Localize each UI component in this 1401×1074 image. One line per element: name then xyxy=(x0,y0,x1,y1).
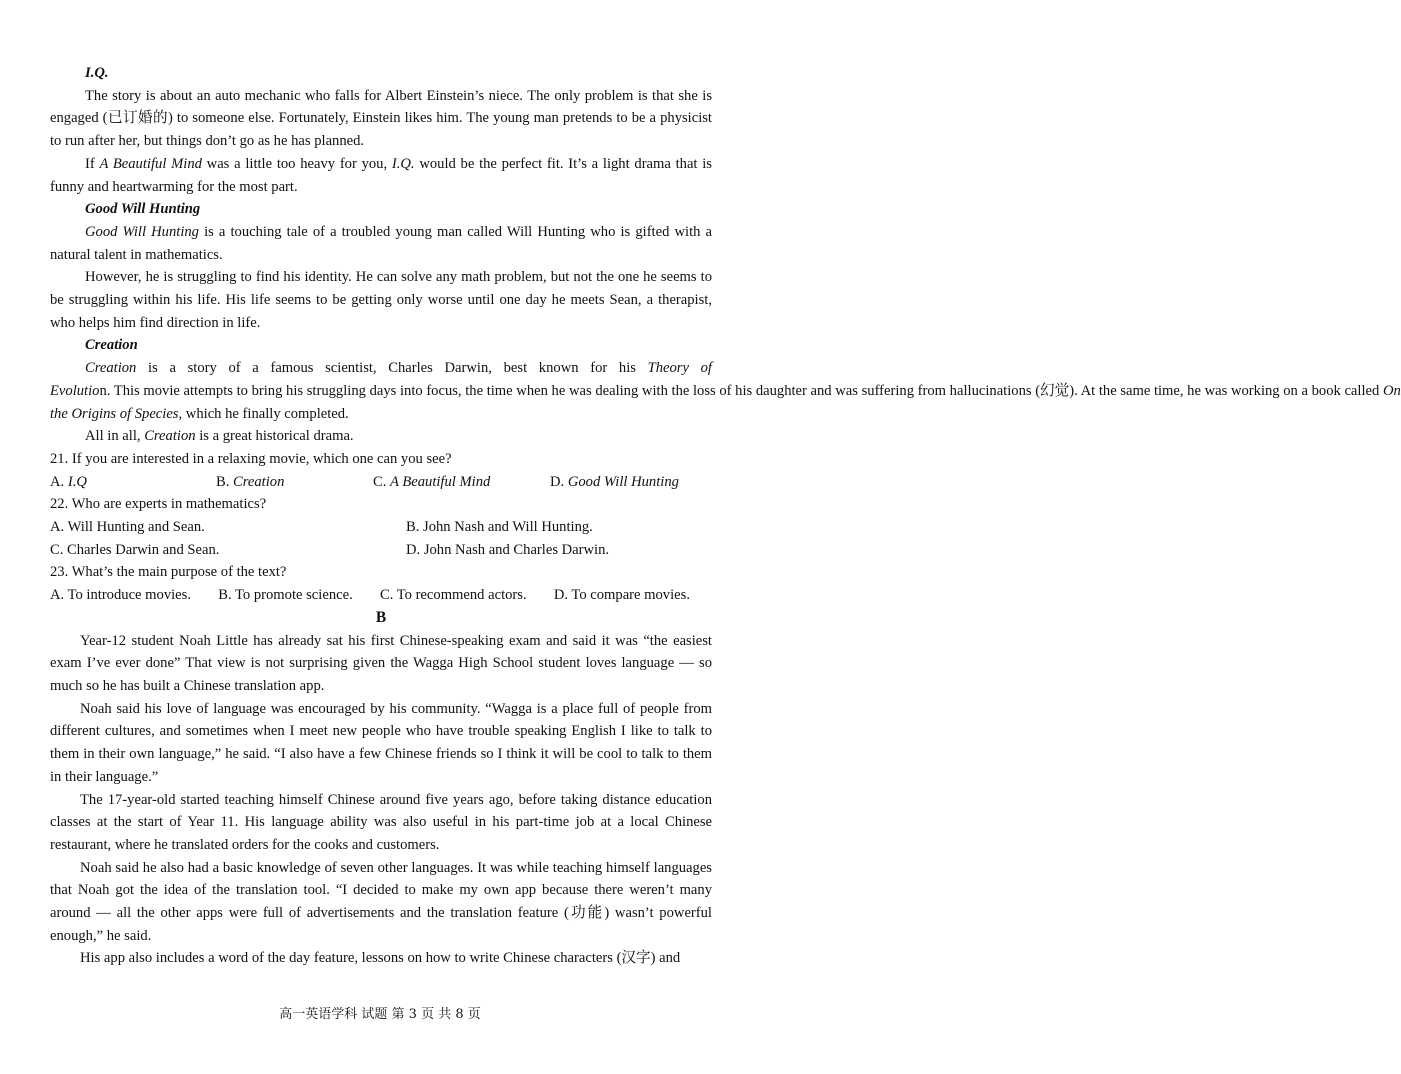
iq-paragraph-1: The story is about an auto mechanic who falls for Albert Einstein’s niece. The only problem is that she is engaged (已订婚的) to someone else. Fortunately, Einstein likes him. The young man pretends to be a physicist to run after her, but things don’t go as he has planned. xyxy=(50,87,712,150)
option-letter: C. xyxy=(373,473,391,490)
option-23-a: A. To introduce movies. xyxy=(50,587,191,604)
option-22-d: D. John Nash and Charles Darwin. xyxy=(406,541,610,558)
option-letter: B. xyxy=(216,473,234,490)
question-22-stem: 22. Who are experts in mathematics? xyxy=(50,496,267,513)
creation-heading: Creation xyxy=(85,337,138,354)
document-page xyxy=(50,62,1401,970)
movie-title-a-beautiful-mind: A Beautiful Mind xyxy=(99,155,202,172)
gwh-heading: Good Will Hunting xyxy=(85,201,201,218)
option-22-a: A. Will Hunting and Sean. xyxy=(50,519,205,536)
creation-paragraph-2 xyxy=(50,425,712,448)
text-run: is a great historical drama. xyxy=(195,428,354,445)
section-b-paragraph-3: The 17-year-old started teaching himself Chinese around five years ago, before taking distance education classes at the start of Year 11. His language ability was also useful in his part-time job at a local Chinese restaurant, where he translated orders for the cooks and customers. xyxy=(50,791,712,853)
option-21-d xyxy=(550,471,679,494)
question-21-options xyxy=(50,471,712,494)
creation-paragraph-1 xyxy=(50,357,1401,425)
option-21-a xyxy=(50,471,216,494)
iq-heading: I.Q. xyxy=(85,65,109,81)
option-22-b: B. John Nash and Will Hunting. xyxy=(406,519,593,536)
text-run: If xyxy=(85,155,100,172)
question-22-options-row-1 xyxy=(50,516,712,539)
option-letter: A. xyxy=(50,473,68,490)
section-b-paragraph-4: Noah said he also had a basic knowledge of seven other languages. It was while teaching himself languages that Noah got the idea of the translation tool. “I decided to make my own app because there weren’t many around — all the other apps were full of advertisements and the translation feature (功能) wasn’t powerful enough,” he said. xyxy=(50,859,712,944)
section-b-paragraph-5: His app also includes a word of the day feature, lessons on how to write Chinese characters (汉字) and xyxy=(80,950,681,967)
movie-title-iq: I.Q. xyxy=(391,155,415,172)
gwh-paragraph-2: However, he is struggling to find his identity. He can solve any math problem, but not the one he seems to be struggling within his life. His life seems to be getting only worse until one day he meets Sean, a therapist, who helps him find direction in life. xyxy=(50,269,712,331)
option-text: I.Q xyxy=(67,473,87,490)
option-text: A Beautiful Mind xyxy=(390,473,491,490)
theory-of-evolution: Theory of Evolutio xyxy=(50,360,712,399)
question-23-options xyxy=(50,584,690,607)
text-run: is a touching tale of a troubled young man called Will Hunting who is gifted with a natural talent in mathematics. xyxy=(50,223,713,263)
text-run: , which he finally completed. xyxy=(178,405,349,422)
section-b-paragraph-1: Year-12 student Noah Little has already sat his first Chinese-speaking exam and said it was “the easiest exam I’ve ever done” That view is not surprising given the Wagga High School student loves language — so much so he has built a Chinese translation app. xyxy=(50,632,712,694)
movie-title-good-will-hunting: Good Will Hunting xyxy=(85,223,199,240)
text-run: All in all, xyxy=(85,428,145,445)
option-text: Creation xyxy=(233,473,285,490)
movie-title-creation: Creation xyxy=(144,428,196,445)
iq-paragraph-2 xyxy=(50,153,712,198)
movie-title-creation: Creation xyxy=(85,360,137,377)
page-footer: 高一英语学科 试题 第 3 页 共 8 页 xyxy=(279,1007,481,1022)
option-22-c: C. Charles Darwin and Sean. xyxy=(50,541,220,558)
gwh-paragraph-1 xyxy=(50,221,712,266)
text-run: would be the perfect fit. It’s a light drama that is funny and heartwarming for the most part. xyxy=(50,155,712,195)
text-run: was a little too heavy for you, xyxy=(201,155,392,172)
option-23-d: D. To compare movies. xyxy=(553,587,690,604)
text-run: is a story of a famous scientist, Charles Darwin, best known for his xyxy=(136,360,648,377)
option-21-c xyxy=(373,471,550,494)
question-23-stem: 23. What’s the main purpose of the text? xyxy=(50,564,287,581)
question-22-options-row-2 xyxy=(50,539,712,562)
option-23-b: B. To promote science. xyxy=(218,587,353,604)
option-letter: D. xyxy=(550,473,568,490)
section-b-paragraph-2: Noah said his love of language was encouraged by his community. “Wagga is a place full of people from different cultures, and sometimes when I meet new people who have trouble speaking English I like to talk to them in their own language,” he said. “I also have a few Chinese friends so I think it will be cool to talk to them in their language.” xyxy=(50,700,712,785)
question-21-stem: 21. If you are interested in a relaxing movie, which one can you see? xyxy=(50,450,452,467)
option-text: Good Will Hunting xyxy=(567,473,679,490)
option-23-c: C. To recommend actors. xyxy=(379,587,527,604)
section-b-label: B xyxy=(375,608,387,626)
book-title: On the Origins of Species xyxy=(50,382,1401,422)
option-21-b xyxy=(216,471,373,494)
text-run: n. This movie attempts to bring his struggling days into focus, the time when he was dealing with the loss of his daughter and was suffering from hallucinations (幻觉). At the same time, he was working on a book called xyxy=(99,382,1383,399)
